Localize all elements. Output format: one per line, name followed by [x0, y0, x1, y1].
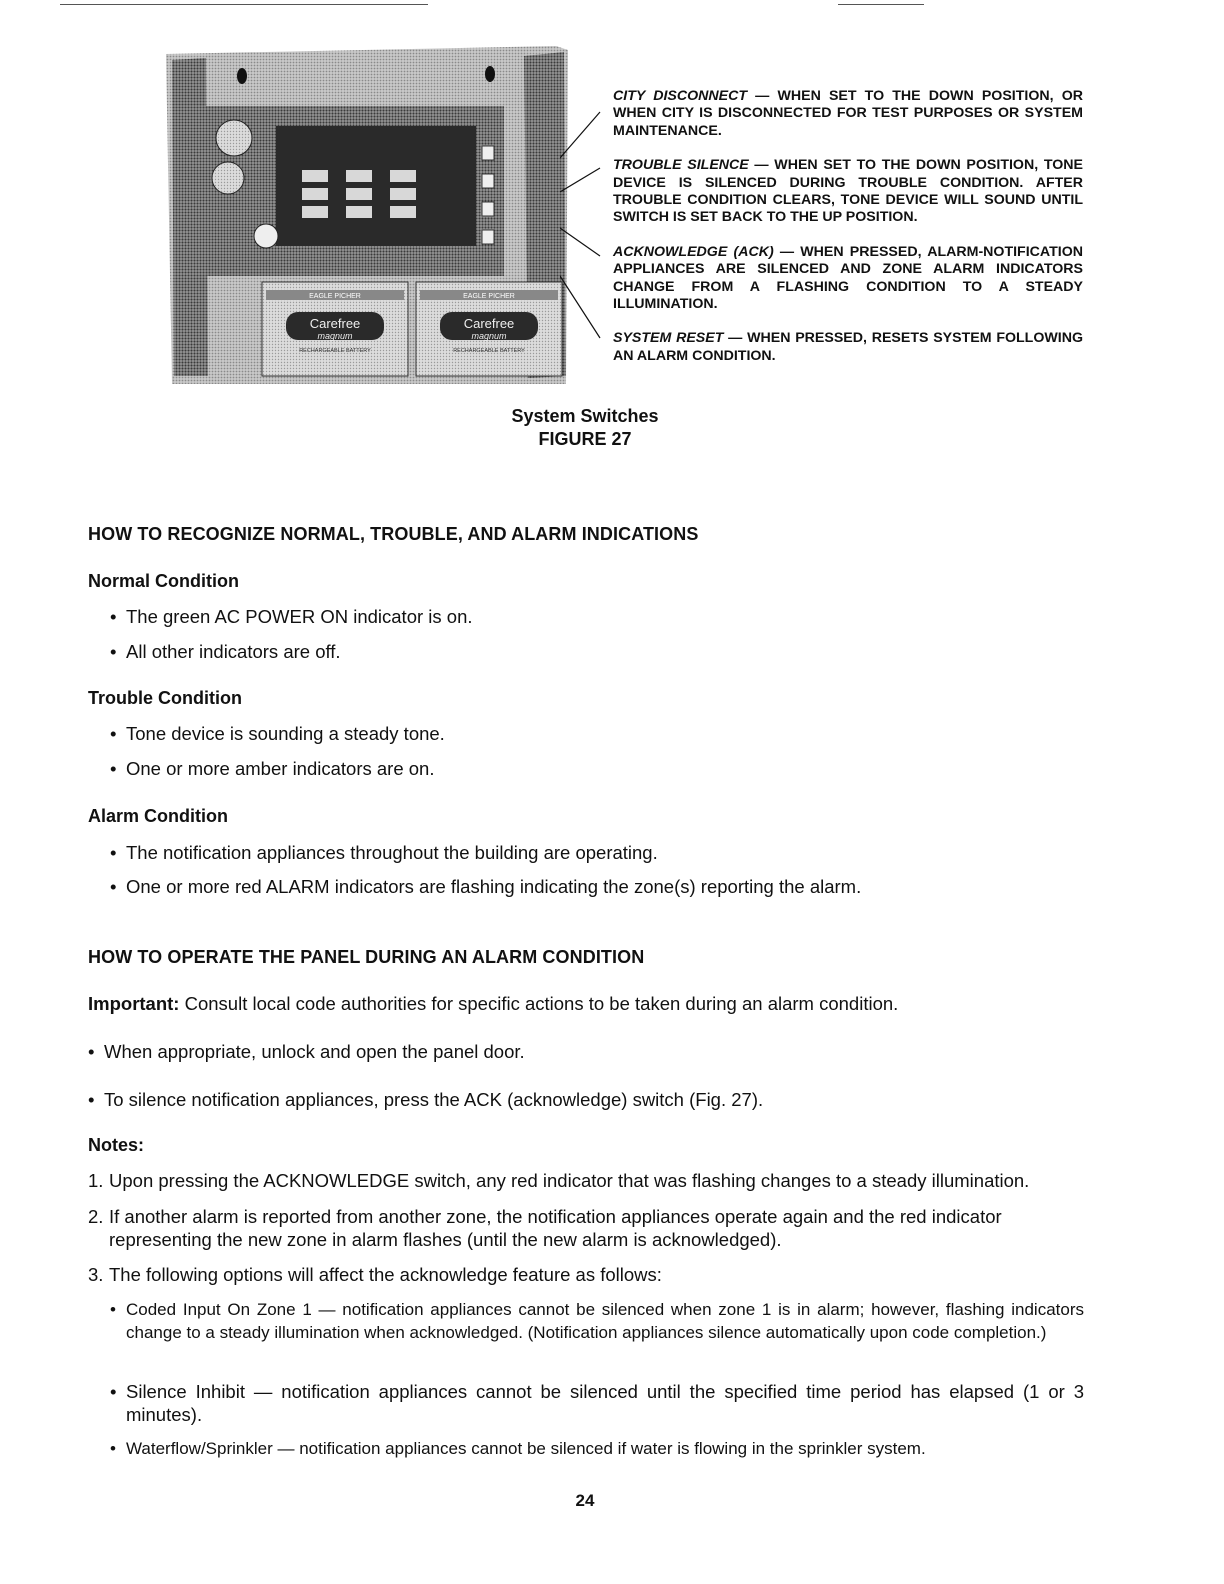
callout-acknowledge — [613, 244, 1083, 314]
note-item: 1. Upon pressing the ACKNOWLEDGE switch, any red indicator that was flashing changes to a steady illumination. — [88, 1170, 1030, 1191]
enclosure-left-wall — [172, 58, 208, 376]
list-item: • Tone device is sounding a steady tone. — [110, 723, 445, 744]
transformer-knob-2 — [212, 162, 244, 194]
list-item: • To silence notification appliances, press the ACK (acknowledge) switch (Fig. 27). — [88, 1089, 764, 1110]
battery-right-brand: Carefree — [463, 316, 515, 331]
callout-system-reset — [613, 330, 1083, 365]
switch-callouts — [613, 88, 1083, 382]
indicator-grid — [302, 170, 416, 218]
list-item: • One or more amber indicators are on. — [110, 758, 435, 779]
callout-text: — WHEN PRESSED, RESETS SYSTEM FOLLOWING AN ALARM CONDITION. — [613, 330, 1083, 364]
callout-trouble-silence — [613, 157, 1083, 227]
important-paragraph — [88, 993, 898, 1015]
transformer-knob — [216, 120, 252, 156]
section-heading-indications: HOW TO RECOGNIZE NORMAL, TROUBLE, AND ALARM INDICATIONS — [88, 524, 699, 544]
note-item: 3. The following options will affect the acknowledge feature as follows: — [88, 1264, 662, 1285]
callout-city-disconnect — [613, 88, 1083, 140]
figure-caption-title: System Switches — [511, 406, 659, 426]
battery-right-model: magnum — [471, 331, 507, 341]
callout-term: CITY DISCONNECT — [613, 88, 747, 104]
capacitor — [254, 224, 278, 248]
option-item: • Silence Inhibit — notification appliances cannot be silenced until the specified time period has elapsed (1 or 3 minutes). — [110, 1381, 1084, 1425]
display-window — [276, 126, 476, 246]
battery-left-type: RECHARGEABLE BATTERY — [299, 348, 371, 354]
subhead-alarm-condition: Alarm Condition — [88, 806, 228, 826]
option-item: • Coded Input On Zone 1 — notification appliances cannot be silenced when zone 1 is in alarm; however, flashing indicators change to a steady illumination when acknowledged. (Notification appliances silence automatically upon code completion.) — [110, 1300, 1084, 1342]
list-item: • All other indicators are off. — [110, 641, 341, 662]
notes-title: Notes: — [88, 1135, 145, 1155]
battery-left — [262, 282, 408, 376]
subhead-normal-condition: Normal Condition — [88, 571, 239, 591]
battery-right-type: RECHARGEABLE BATTERY — [453, 348, 525, 354]
subhead-trouble-condition: Trouble Condition — [88, 688, 242, 708]
battery-right-maker: EAGLE PICHER — [463, 293, 515, 300]
option-item: • Waterflow/Sprinkler — notification appliances cannot be silenced if water is flowing in the sprinkler system. — [110, 1439, 926, 1458]
page-number: 24 — [575, 1491, 595, 1510]
callout-text: — WHEN SET TO THE DOWN POSITION, OR WHEN CITY IS DISCONNECTED FOR TEST PURPOSES OR SYSTEM MAINTENANCE. — [613, 88, 1083, 139]
battery-left-brand: Carefree — [309, 316, 361, 331]
callout-text: — WHEN SET TO THE DOWN POSITION, TONE DEVICE IS SILENCED DURING TROUBLE CONDITION. AFTER TROUBLE CONDITION CLEARS, TONE DEVICE WILL SOUND UNTIL SWITCH IS SET BACK TO THE UP POSITION. — [613, 157, 1083, 226]
list-item: • When appropriate, unlock and open the panel door. — [88, 1041, 525, 1062]
list-item: • The green AC POWER ON indicator is on. — [110, 606, 473, 627]
callout-term: TROUBLE SILENCE — [613, 157, 749, 174]
important-label: Important: — [88, 993, 180, 1014]
mounting-hole-right — [485, 66, 495, 82]
battery-right — [416, 282, 562, 376]
list-item: • The notification appliances throughout the building are operating. — [110, 842, 658, 863]
top-rule-left — [60, 4, 428, 5]
battery-left-maker: EAGLE PICHER — [309, 293, 361, 300]
top-rule-right — [838, 4, 924, 5]
battery-left-model: magnum — [317, 331, 353, 341]
callout-term: ACKNOWLEDGE (ACK) — [613, 243, 774, 260]
section-heading-operate-panel: HOW TO OPERATE THE PANEL DURING AN ALARM CONDITION — [88, 947, 645, 967]
callout-term: SYSTEM RESET — [613, 330, 724, 347]
important-text: Consult local code authorities for specific actions to be taken during an alarm condition. — [184, 993, 899, 1014]
figure-caption-number: FIGURE 27 — [538, 429, 632, 449]
note-item: 2. If another alarm is reported from another zone, the notification appliances operate again and the red indicator representing the new zone in alarm flashes (until the new alarm is acknowledged). — [88, 1206, 1002, 1250]
mounting-hole-left — [237, 68, 247, 84]
list-item: • One or more red ALARM indicators are flashing indicating the zone(s) reporting the alarm. — [110, 876, 862, 897]
callout-text: — WHEN PRESSED, ALARM-NOTIFICATION APPLIANCES ARE SILENCED AND ZONE ALARM INDICATORS CHANGE FROM A FLASHING CONDITION TO A STEADY ILLUMINATION. — [613, 243, 1083, 313]
panel-photo — [166, 46, 568, 384]
